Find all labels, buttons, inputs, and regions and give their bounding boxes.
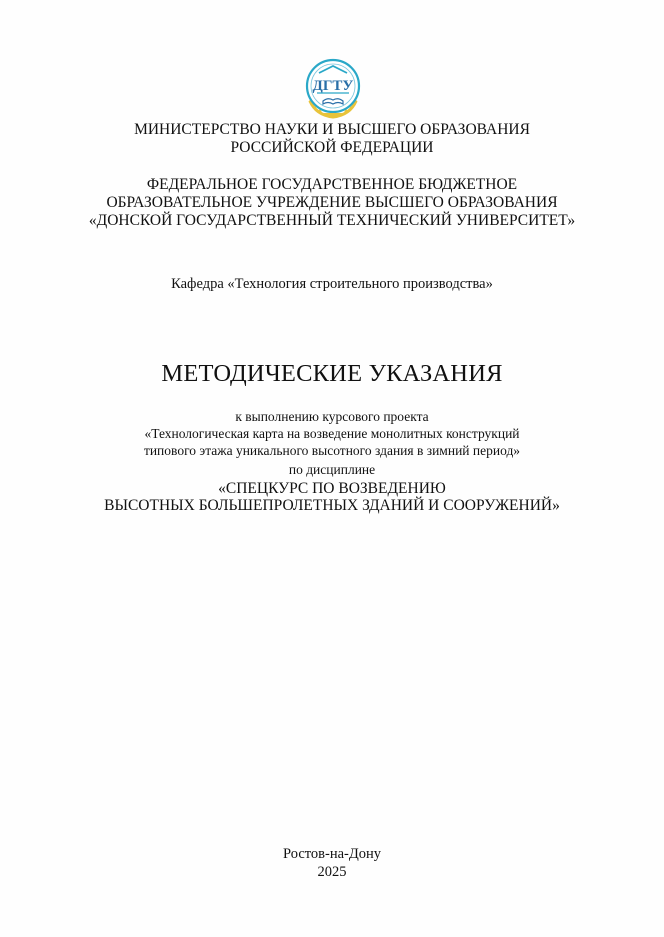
subtitle-line-2: «Технологическая карта на возведение монолитных конструкций xyxy=(144,426,520,441)
department-name: Кафедра «Технология строительного производства» xyxy=(171,276,493,292)
subtitle-line-3: типового этажа уникального высотного здания в зимний период» xyxy=(143,443,521,458)
institution-line-3: «ДОНСКОЙ ГОСУДАРСТВЕННЫЙ ТЕХНИЧЕСКИЙ УНИВЕРСИТЕТ» xyxy=(88,212,576,229)
ministry-line-2: РОССИЙСКОЙ ФЕДЕРАЦИИ xyxy=(230,139,434,156)
subtitle-line-1: к выполнению курсового проекта xyxy=(235,409,429,424)
logo-text: ДГТУ xyxy=(312,78,354,94)
institution-line-1: ФЕДЕРАЛЬНОЕ ГОСУДАРСТВЕННОЕ БЮДЖЕТНОЕ xyxy=(146,176,518,193)
document-title: МЕТОДИЧЕСКИЕ УКАЗАНИЯ xyxy=(161,360,503,387)
institution-line-2: ОБРАЗОВАТЕЛЬНОЕ УЧРЕЖДЕНИЕ ВЫСШЕГО ОБРАЗОВАНИЯ xyxy=(106,194,558,211)
ministry-line-1: МИНИСТЕРСТВО НАУКИ И ВЫСШЕГО ОБРАЗОВАНИЯ xyxy=(134,121,530,138)
discipline-line-2: ВЫСОТНЫХ БОЛЬШЕПРОЛЕТНЫХ ЗДАНИЙ И СООРУЖЕНИЙ» xyxy=(104,497,560,514)
subtitle-line-4: по дисциплине xyxy=(288,462,376,477)
university-emblem-icon xyxy=(302,57,364,119)
footer-year: 2025 xyxy=(317,864,347,880)
footer-city: Ростов-на-Дону xyxy=(283,846,381,862)
discipline-line-1: «СПЕЦКУРС ПО ВОЗВЕДЕНИЮ xyxy=(218,480,446,497)
